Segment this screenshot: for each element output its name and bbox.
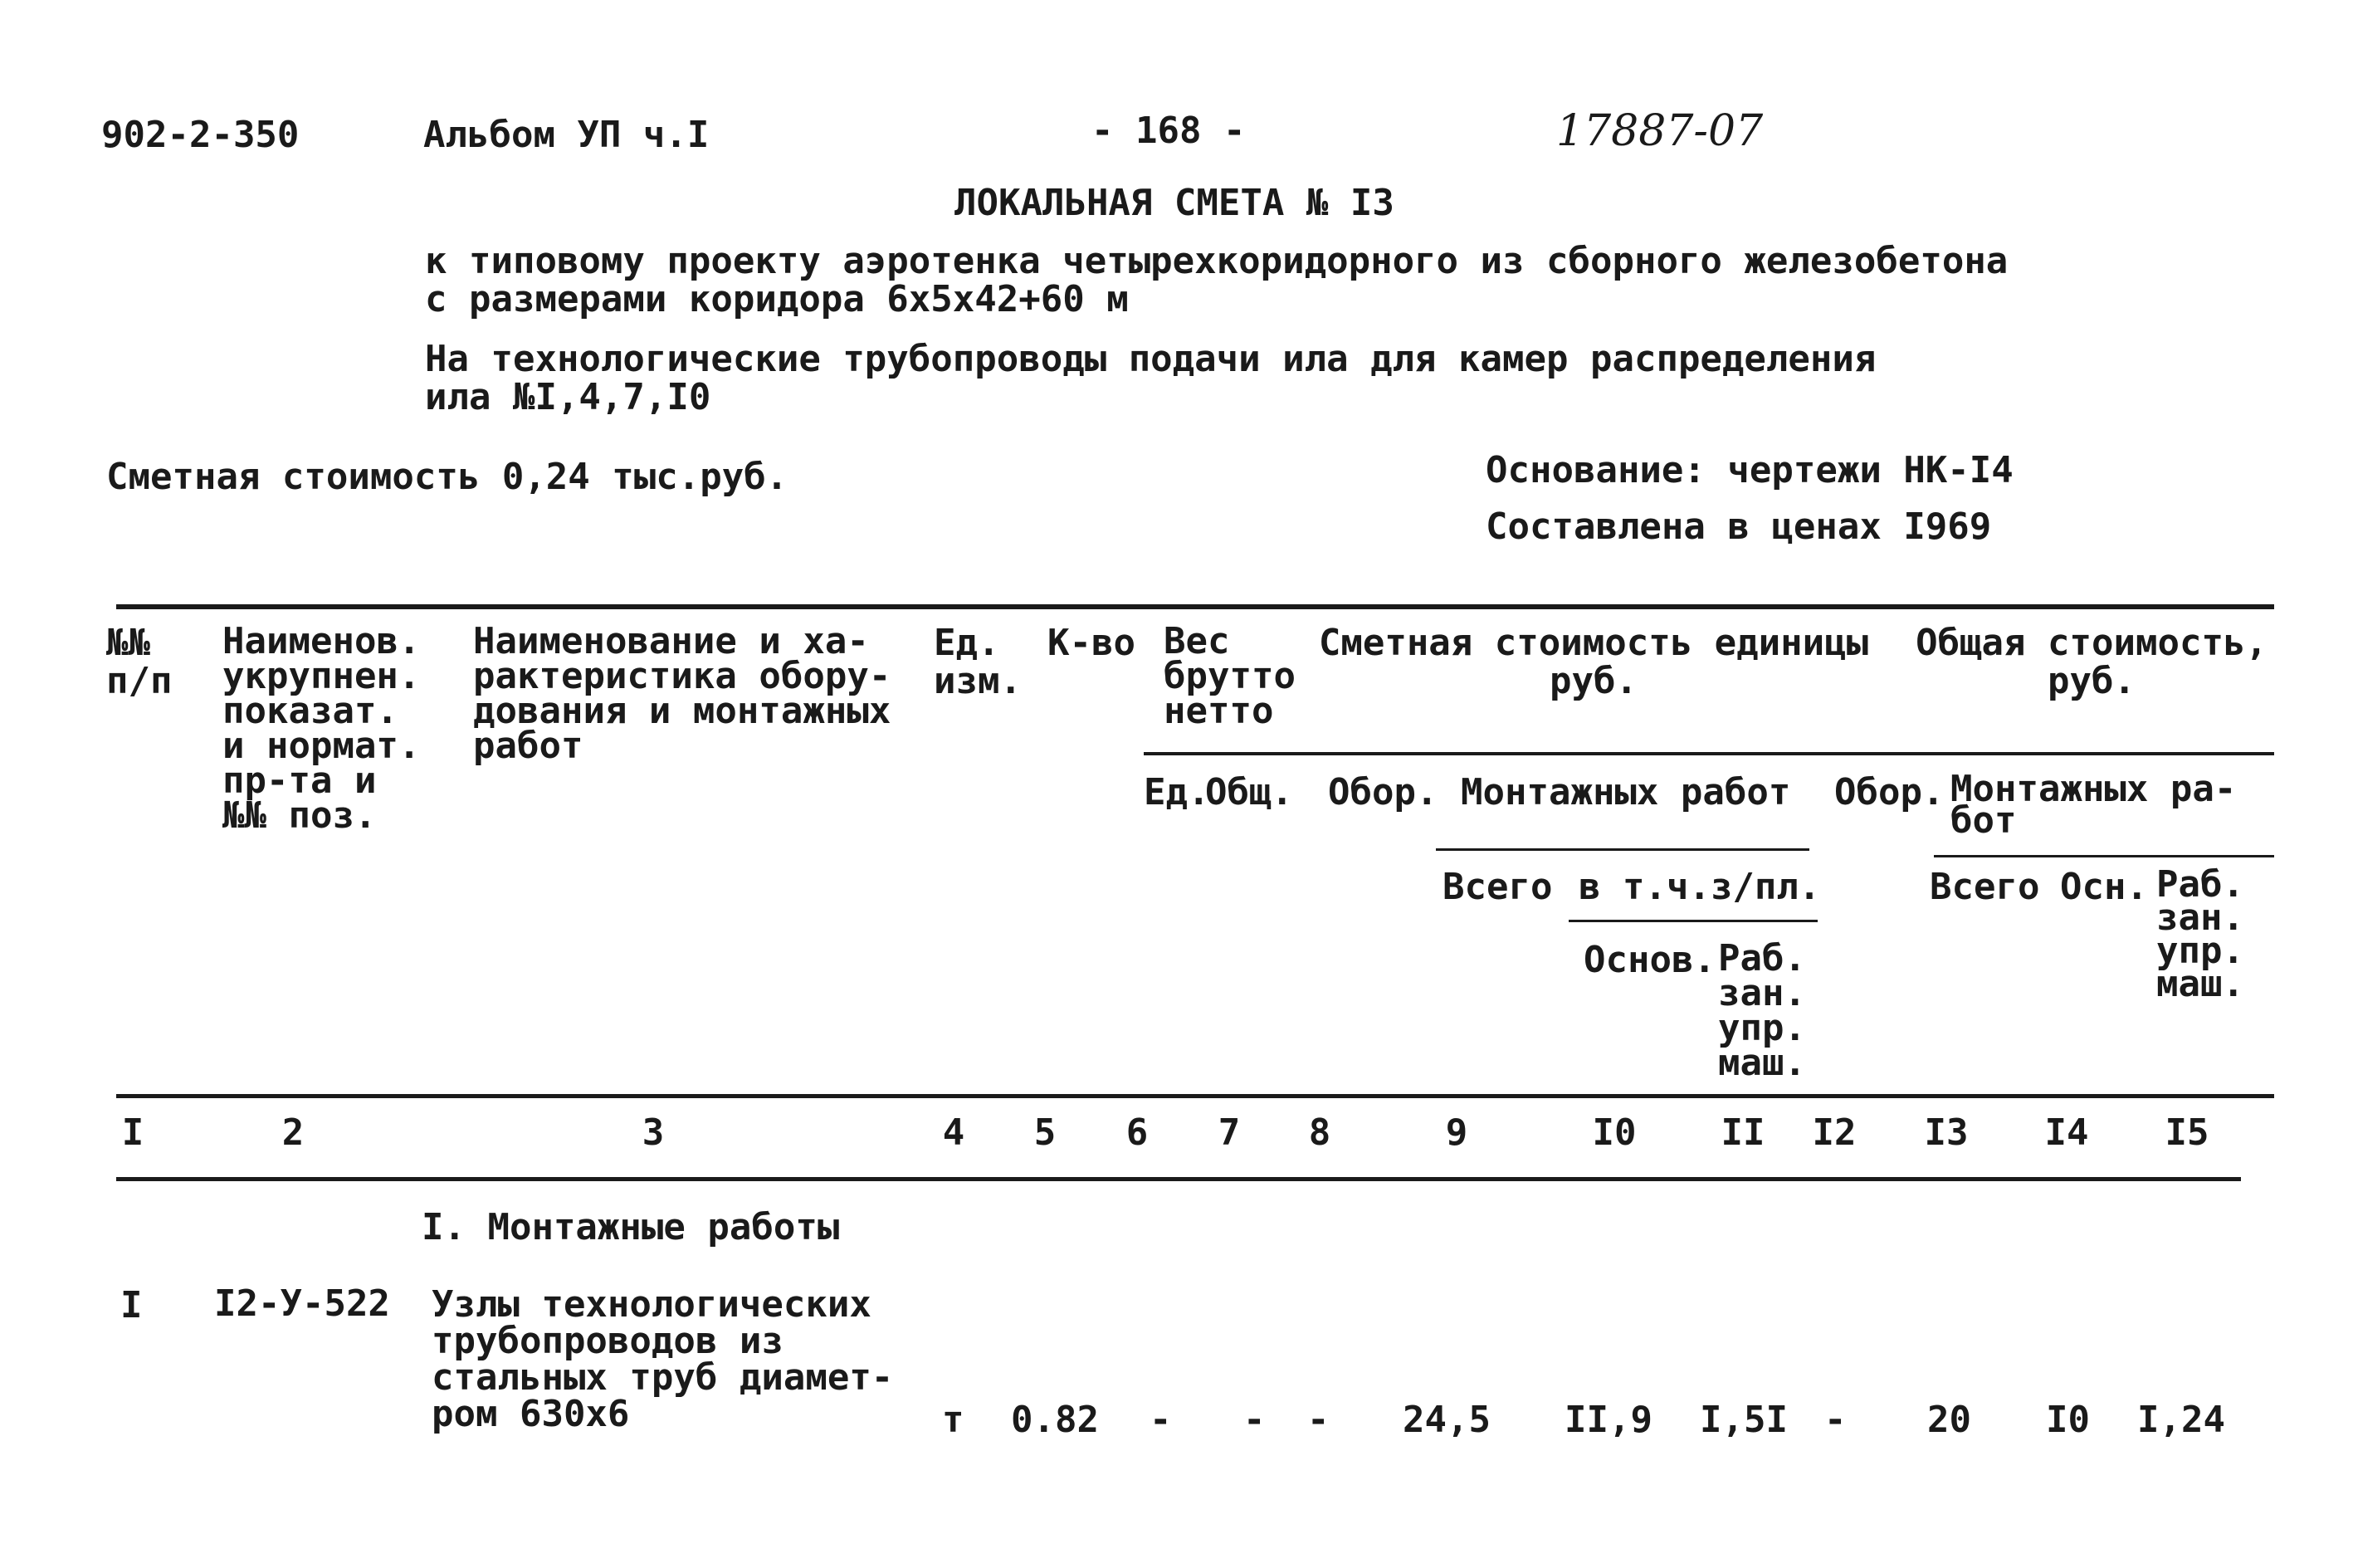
table-top-rule: [116, 604, 2274, 609]
row-machinist-wage: I,5I: [1700, 1399, 1788, 1441]
column-numbers-rule: [116, 1177, 2241, 1181]
handwritten-number: 17887-07: [1556, 106, 1764, 156]
row-install-sum: 20: [1927, 1399, 1971, 1441]
row-main-wage: II,9: [1565, 1399, 1652, 1441]
col-header-machinist-wage2: Раб. зан. упр. маш.: [2156, 863, 2244, 1005]
column-number: 8: [1308, 1111, 1331, 1154]
row-name: Узлы технологических трубопроводов из стальных труб диамет- ром 630х6: [432, 1283, 894, 1435]
header-bottom-rule: [116, 1094, 2274, 1098]
col-header-total-cost: Общая стоимость, руб.: [1916, 622, 2268, 702]
header-rule-install2: [1934, 855, 2274, 857]
column-number: I: [121, 1111, 144, 1154]
page-number: - 168 -: [1091, 110, 1246, 152]
subtitle-line-4: ила №I,4,7,I0: [425, 376, 711, 418]
album-label: Альбом УП ч.I: [423, 114, 710, 156]
col-header-weight: Вес брутто нетто: [1164, 620, 1296, 732]
row-code: I2-У-522: [214, 1282, 390, 1325]
col-header-incl-wage: в т.ч.з/пл.: [1579, 866, 1821, 908]
row-weight-total: -: [1243, 1399, 1266, 1441]
column-number: 9: [1445, 1111, 1468, 1154]
col-header-weight-total: Общ.: [1205, 771, 1293, 813]
column-number: I5: [2165, 1111, 2209, 1154]
header-rule-weight: [1144, 752, 2274, 755]
row-weight-unit: -: [1150, 1399, 1172, 1441]
column-number: II: [1721, 1111, 1765, 1154]
row-equip: -: [1307, 1399, 1330, 1441]
col-header-total2: Всего: [1930, 866, 2040, 908]
column-number: 3: [642, 1111, 665, 1154]
col-header-machinist-wage1: Раб. зан. упр. маш.: [1718, 937, 1806, 1084]
column-number: 7: [1218, 1111, 1241, 1154]
col-header-weight-unit: Ед.: [1144, 771, 1210, 813]
header-rule-install1: [1436, 848, 1809, 851]
col-header-qty: К-во: [1047, 622, 1135, 664]
doc-code: 902-2-350: [101, 114, 300, 156]
column-number: I4: [2044, 1111, 2089, 1154]
col-header-num: №№ п/п: [106, 622, 173, 702]
basis: Основание: чертежи НК-I4: [1486, 449, 2014, 491]
col-header-unit: Ед. изм.: [934, 622, 1022, 702]
row-unit: т: [942, 1399, 964, 1441]
col-header-code: Наименов. укрупнен. показат. и нормат. пр-та и №№ поз.: [222, 620, 421, 837]
column-number: I3: [1924, 1111, 1969, 1154]
column-number: I2: [1812, 1111, 1857, 1154]
estimated-cost: Сметная стоимость 0,24 тыс.руб.: [106, 456, 788, 498]
column-number: 2: [281, 1111, 305, 1154]
subtitle-line-1: к типовому проекту аэротенка четырехкоридорного из сборного железобетона: [425, 240, 2009, 282]
col-header-name: Наименование и ха- рактеристика обору- дования и монтажных работ: [473, 620, 891, 767]
column-number: 4: [942, 1111, 965, 1154]
col-header-main-wage1: Основ.: [1584, 939, 1716, 981]
row-main-wage-sum: I0: [2046, 1399, 2090, 1441]
column-number: I0: [1592, 1111, 1637, 1154]
row-install-total: 24,5: [1403, 1399, 1491, 1441]
column-number: 6: [1125, 1111, 1149, 1154]
col-header-equip-total: Обор.: [1834, 771, 1945, 813]
row-num: I: [120, 1284, 143, 1326]
column-number: 5: [1033, 1111, 1057, 1154]
row-equip-total: -: [1824, 1399, 1847, 1441]
subtitle-line-2: с размерами коридора 6х5х42+60 м: [425, 278, 1129, 320]
price-year: Составлена в ценах I969: [1486, 506, 1992, 548]
subtitle-line-3: На технологические трубопроводы подачи ила для камер распределения: [425, 338, 1877, 380]
col-header-main-wage2: Осн.: [2060, 866, 2148, 908]
col-header-install-total: Монтажных ра- бот: [1950, 768, 2237, 842]
col-header-unit-cost: Сметная стоимость единицы руб.: [1318, 622, 1869, 702]
header-rule-incl: [1569, 920, 1818, 922]
section-heading: I. Монтажные работы: [422, 1206, 840, 1248]
row-machinist-wage-sum: I,24: [2137, 1399, 2225, 1441]
row-qty: 0.82: [1011, 1399, 1099, 1441]
document-title: ЛОКАЛЬНАЯ СМЕТА № I3: [954, 182, 1394, 224]
col-header-install: Монтажных работ: [1461, 771, 1791, 813]
col-header-equip: Обор.: [1328, 771, 1438, 813]
col-header-total1: Всего: [1443, 866, 1553, 908]
